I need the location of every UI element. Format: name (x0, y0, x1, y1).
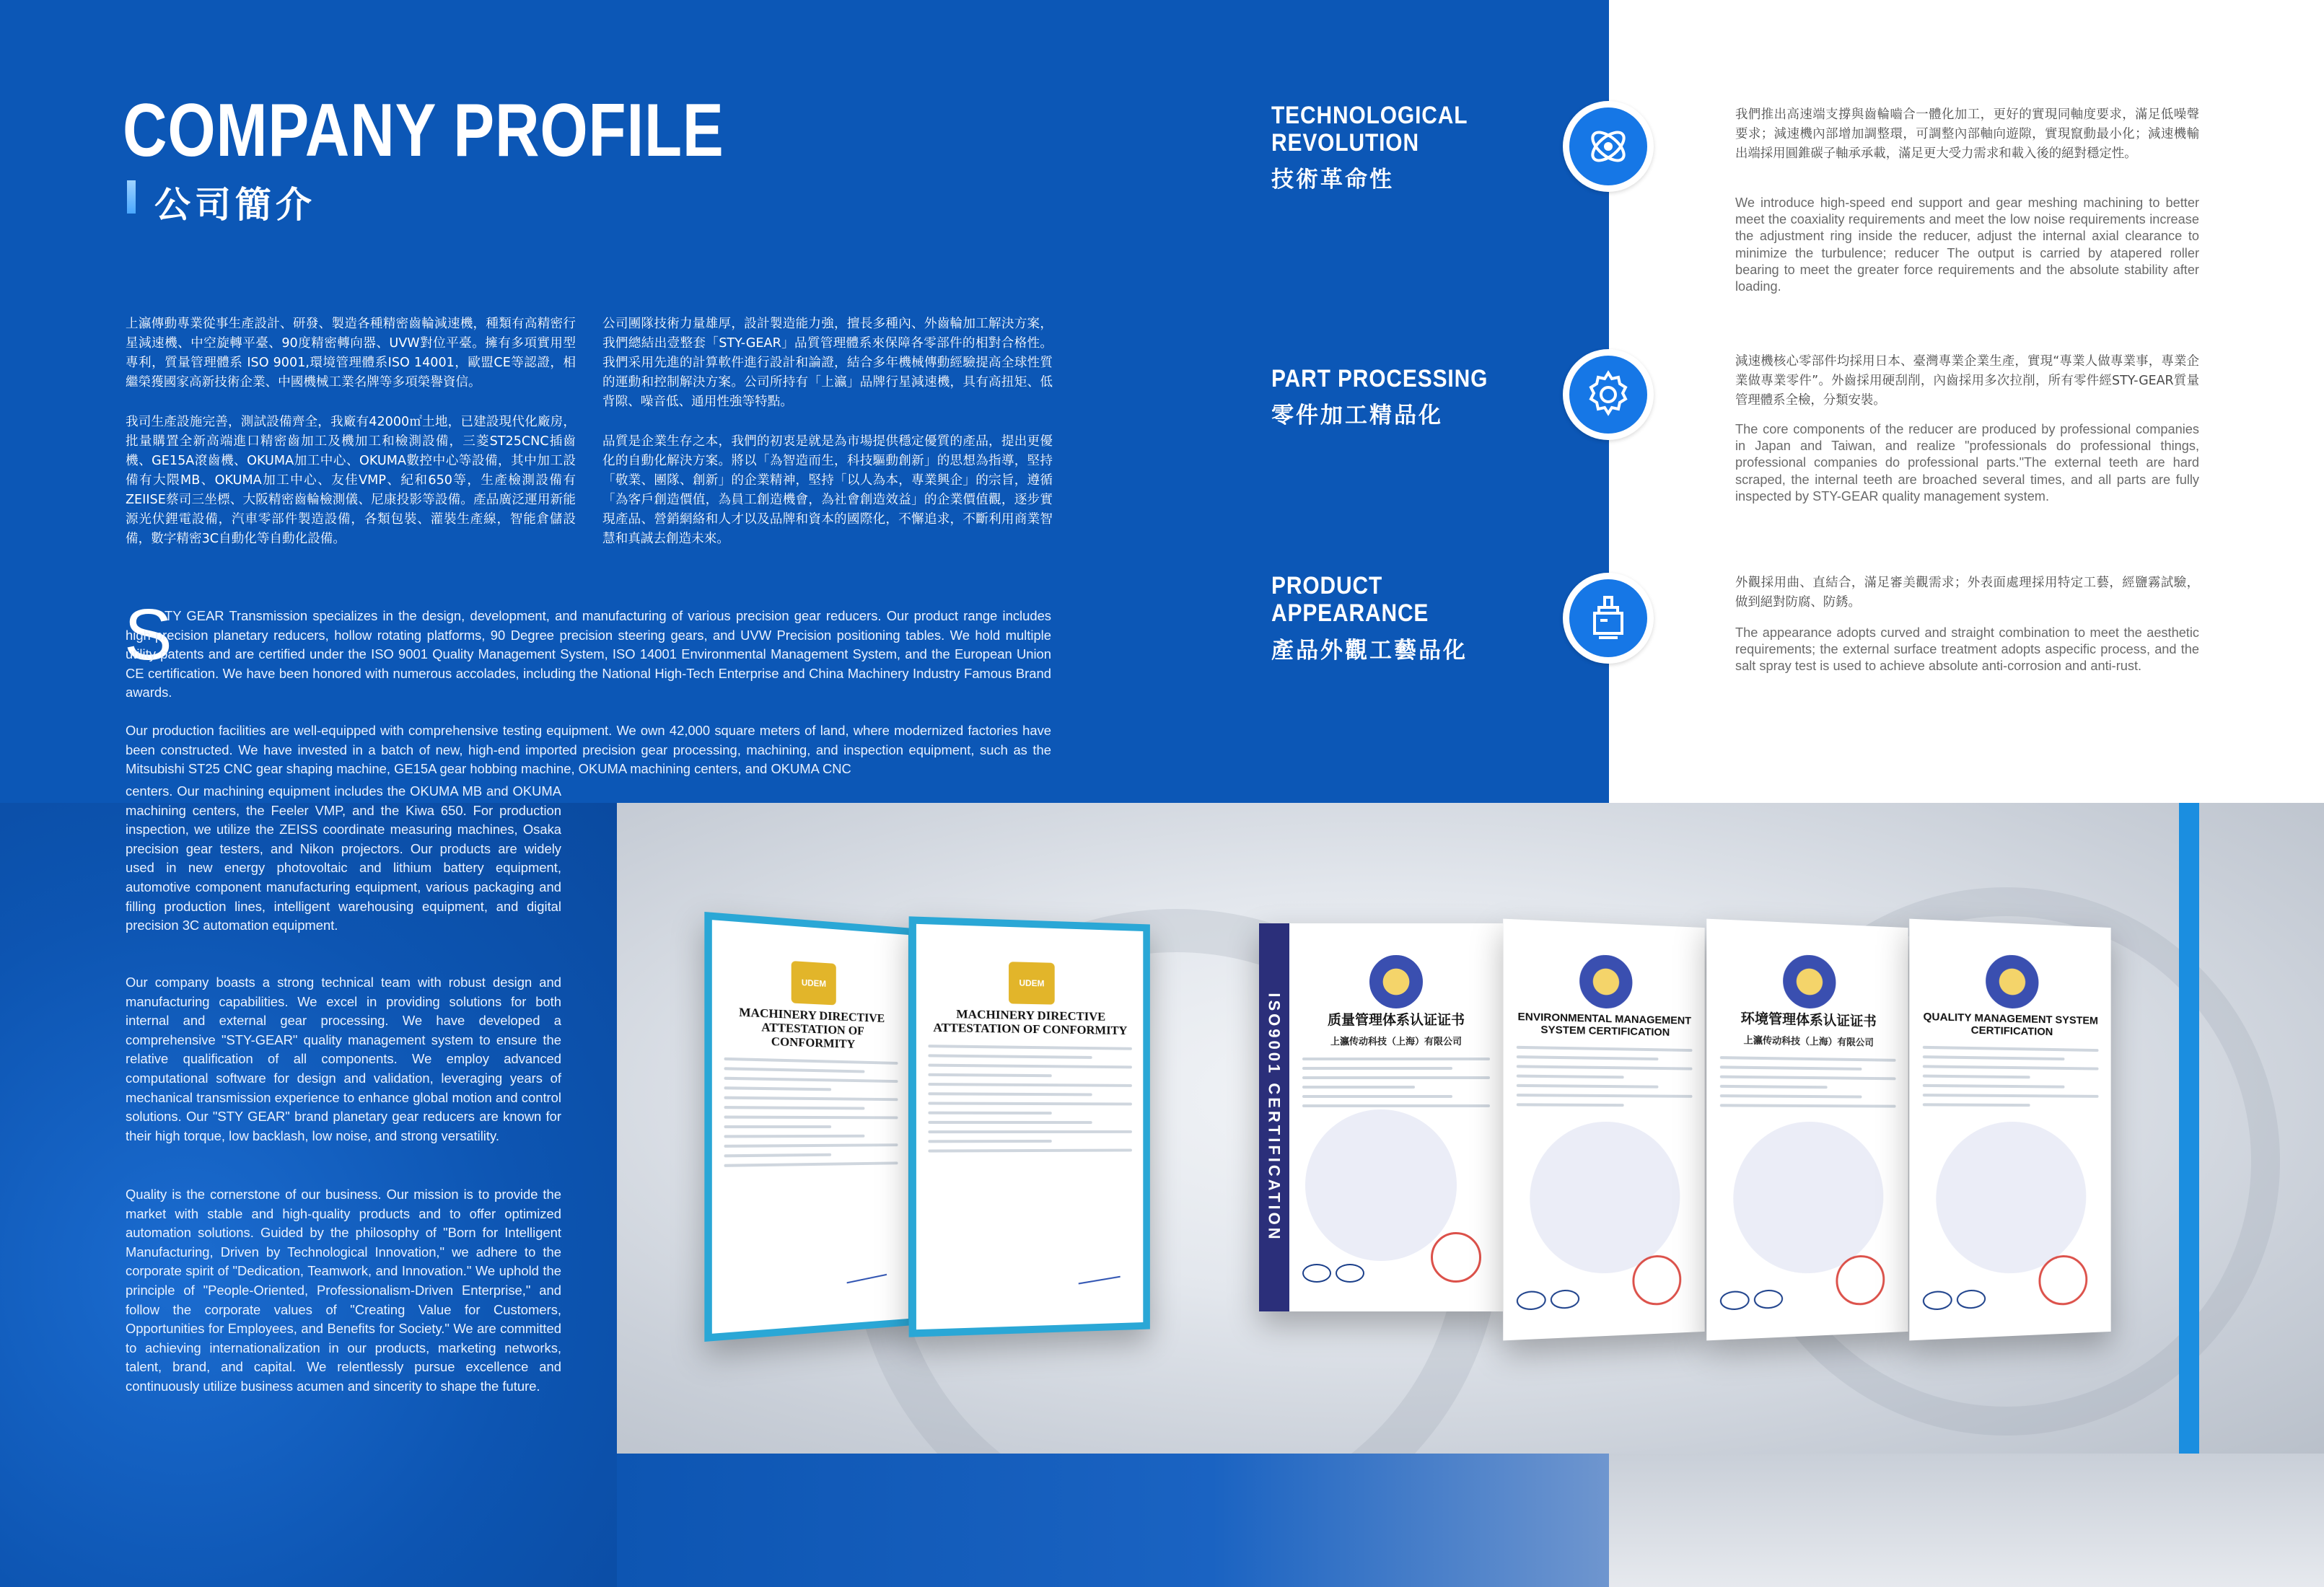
feature-title-line: PRODUCT (1271, 572, 1383, 599)
accreditation-logos (1923, 1289, 1986, 1311)
certificate-heading: MACHINERY DIRECTIVE ATTESTATION OF CONFORMITY (933, 1006, 1128, 1037)
certificate-body (1517, 1046, 1693, 1107)
intro-en-paragraph: centers. Our machining equipment includes the OKUMA MB and OKUMA machining centers, the Feeler VMP, and the Kiwa 650. For production inspection, we utilize the ZEISS coordinate measuring machines, Osaka precision gear testers, and Nikon projectors. Our products are widely used in new energy photovoltaic and lithium battery equipment, automotive component manufacturing equipment, various packaging and filling production lines, intelligent warehousing equipment, and digital precision 3C automation equipment. (126, 783, 561, 933)
certification-emblem (1783, 954, 1836, 1009)
watermark-seal (1936, 1121, 2086, 1275)
blue-panel-bottom (617, 1454, 1609, 1587)
certificate-heading: QUALITY MANAGEMENT SYSTEM CERTIFICATION (1923, 1010, 2098, 1039)
intro-en-paragraph: TY GEAR Transmission specializes in the design, development, and manufacturing of various precision gear reducers. Our product range includes high-precision planetary reducers, hollow rotating platforms, 90 Degree precision steering gears, and UVW Precision positioning tables. We hold multiple utility patents and are certified under the ISO 9001 Quality Management System, ISO 14001 Environmental Management System, and the European Union CE certification. We have been honored with numerous accolades, including the National High-Tech Enterprise and China Machinery Industry Famous Brand awards. (126, 608, 1051, 700)
certificate-heading: MACHINERY DIRECTIVE ATTESTATION OF CONFORMITY (739, 1005, 885, 1051)
watermark-seal (1733, 1121, 1883, 1275)
certificate-body (724, 1058, 898, 1167)
feature-title-zh: 產品外觀工藝品化 (1271, 638, 1468, 664)
certification-emblem (1986, 954, 2038, 1009)
iso-environmental-certificate-zh (1706, 919, 1908, 1341)
orbit-icon (1563, 101, 1654, 192)
orbit-icon-glyph (1583, 121, 1634, 172)
machinery-photo-background-lower (1609, 1454, 2324, 1587)
certificate-body (1923, 1046, 2099, 1107)
feature-title-line: APPEARANCE (1271, 599, 1429, 627)
feature-title-en (1271, 572, 1429, 627)
feature-title-zh: 技術革命性 (1271, 167, 1394, 193)
feature-title-en (1271, 102, 1468, 157)
accreditation-logos (1720, 1289, 1783, 1311)
certificate-heading: ENVIRONMENTAL MANAGEMENT SYSTEM CERTIFICATION (1517, 1010, 1691, 1039)
feature-desc-zh: 外觀採用曲、直結合，滿足審美觀需求；外表面處理採用特定工藝，經鹽霧試驗，做到絕對防腐、防銹。 (1735, 576, 2199, 610)
udem-logo: UDEM (1009, 962, 1055, 1004)
intro-en-paragraph: Quality is the cornerstone of our business. Our mission is to provide the market with stable and high-quality products and to offer optimized automation solutions. Guided by the philosophy of "Born for Intelligent Manufacturing, Driven by Technological Innovation," we adhere to the corporate spirit of "Dedication, Teamwork, and Innovation." We uphold the principle of "People-Oriented, Professionalism-Driven Enterprise," and follow the corporate values of "Creating Value for Customers, Opportunities for Employees, and Benefits for Society." We are committed to achieving internationalization in our products, marketing networks, talent, brand, and capital. We relentlessly pursue excellence and continuously utilize business acumen and sincerity to shape the future. (126, 1187, 561, 1394)
certificate-body (928, 1045, 1132, 1152)
feature-title-line: REVOLUTION (1271, 129, 1419, 157)
accent-stripe (2179, 803, 2199, 1454)
page-subtitle-zh: 公司簡介 (154, 184, 316, 226)
reducer-icon-glyph (1583, 593, 1634, 643)
red-seal (1632, 1254, 1681, 1306)
signature (845, 1260, 887, 1284)
gear-icon (1563, 349, 1654, 440)
drop-cap: S (124, 594, 172, 675)
feature-title-zh: 零件加工精品化 (1271, 403, 1443, 428)
certification-emblem (1579, 954, 1632, 1009)
red-seal (1836, 1254, 1885, 1306)
feature-title-line: PART PROCESSING (1271, 365, 1488, 392)
certification-emblem (1369, 955, 1423, 1008)
red-seal (2038, 1254, 2087, 1306)
intro-zh-paragraph: 上瀛傳動專業從事生產設計、研發、製造各種精密齒輪減速機，種類有高精密行星減速機、中空旋轉平臺、90度精密轉向器、UVW對位平臺。擁有多項實用型專利，質量管理體系 ISO 9001,環境管理體系ISO 14001，歐盟CE等認證，相繼榮獲國家高新技術企業、中國機械工業名牌等多項榮譽資信。 (126, 317, 576, 390)
iso-strip-label: ISO9001 CERTIFICATION (1266, 993, 1284, 1242)
certificate-heading: 环境管理体系认证证书 (1740, 1010, 1877, 1030)
certificate-body (1720, 1056, 1896, 1108)
gear-icon-glyph (1582, 369, 1634, 421)
page-title: COMPANY PROFILE (123, 89, 724, 172)
ce-certificate (909, 916, 1150, 1337)
certificate-company: 上瀛传动科技（上海）有限公司 (1330, 1037, 1462, 1047)
feature-title-en (1271, 365, 1488, 392)
intro-en-paragraph: Our production facilities are well-equipped with comprehensive testing equipment. We own 42,000 square meters of land, where modernized factories have been constructed. We have invested in a batch of new, high-end imported precision gear processing, machining, and inspection equipment, such as the Mitsubishi ST25 CNC gear shaping machine, GE15A gear hobbing machine, OKUMA machining centers, and OKUMA CNC (126, 723, 1051, 777)
intro-en-paragraph: Our company boasts a strong technical team with robust design and manufacturing capabilities. We excel in providing solutions for both internal and external gear processing. We have developed a comprehensive "STY-GEAR" quality management system to ensure the relative qualification of all components. We employ advanced computational software for design and validation, leveraging years of mechanical transmission experience to enhance global motion and control solutions. Our "STY GEAR" brand planetary gear reducers are known for their high torque, low backlash, low noise, and strong versatility. (126, 975, 561, 1143)
feature-desc-en: The core components of the reducer are produced by professional companies in Japan and Taiwan, and realize "professionals do professional things, professional companies do professional parts."The external teeth are hard scraped, the internal teeth are broached several times, and all parts are fully inspected by STY-GEAR quality management system. (1735, 422, 2199, 504)
iso-certification-strip (1259, 923, 1289, 1311)
accreditation-logos (1302, 1264, 1364, 1283)
watermark-seal (1530, 1121, 1680, 1275)
reducer-icon (1563, 573, 1654, 664)
feature-desc-en: We introduce high-speed end support and gear meshing machining to better meet the coaxiality requirements and meet the low noise requirements increase the adjustment ring inside the reducer, adjust the internal axial clearance to minimize the turbulence; reducer The output is carried by atapered roller bearing to meet the greater force requirements and the absolute stability after loading. (1735, 195, 2199, 294)
certificate-body (1302, 1058, 1490, 1107)
udem-logo: UDEM (792, 961, 836, 1005)
title-accent-bar (127, 180, 136, 214)
iso-quality-certificate-en (1909, 919, 2110, 1341)
iso-quality-certificate (1259, 923, 1503, 1311)
feature-desc-zh: 減速機核心零部件均採用日本、臺灣專業企業生產，實現“專業人做專業事，專業企業做專業零件”。外齒採用硬刮削，內齒採用多次拉削，所有零件經STY-GEAR質量管理體系全檢，分類安裝。 (1735, 354, 2199, 408)
red-seal (1431, 1232, 1481, 1283)
intro-zh-paragraph: 公司團隊技術力量雄厚，設計製造能力強，擅長多種內、外齒輪加工解決方案，我們總結出壹整套「STY-GEAR」品質管理體系來保障各零部件的相對合格性。我們采用先進的計算軟件進行設計和論證，結合多年機械傳動經驗提高全球性質的運動和控制解決方案。公司所持有「上瀛」品牌行星減速機，具有高扭矩、低背隙、噪音低、通用性強等特點。 (602, 317, 1053, 409)
feature-desc-en: The appearance adopts curved and straight combination to meet the aesthetic requirements; the external surface treatment adopts aspecific process, and the salt spray test is used to achieve absolute anti-corrosion and anti-rust. (1735, 625, 2199, 674)
watermark-seal (1305, 1109, 1457, 1261)
iso-environmental-certificate (1503, 919, 1704, 1341)
feature-title-line: TECHNOLOGICAL (1271, 102, 1468, 129)
certificate-heading: 质量管理体系认证证书 (1327, 1012, 1465, 1028)
intro-zh-paragraph: 品質是企業生存之本，我們的初衷是就是為市場提供穩定優質的產品，提出更優化的自動化解決方案。將以「為智造而生，科技驅動創新」的思想為指導，堅持「敬業、團隊、創新」的企業精神，堅持「以人為本，專業興企」的宗旨，遵循「為客戶創造價值，為員工創造機會，為社會創造效益」的企業價值觀，逐步實現產品、營銷網絡和人才以及品牌和資本的國際化，不懈追求，不斷利用商業智慧和真誠去創造未來。 (602, 434, 1053, 546)
accreditation-logos (1517, 1289, 1579, 1311)
feature-desc-zh: 我們推出高速端支撐與齒輪嚙合一體化加工，更好的實現同軸度要求，滿足低噪聲要求；減速機內部增加調整環，可調整內部軸向遊隙，實現竄動最小化；減速機輸出端採用圓錐碳子軸承承載，滿足更大受力需求和載入後的絕對穩定性。 (1735, 107, 2199, 161)
certificate-company: 上瀛传动科技（上海）有限公司 (1743, 1035, 1874, 1049)
intro-zh-paragraph: 我司生產設施完善，測試設備齊全，我廠有42000㎡土地，已建設現代化廠房，批量購置全新高端進口精密齒加工及機加工和檢測設備，三菱ST25CNC插齒機、GE15A滾齒機、OKUMA加工中心、OKUMA數控中心等設備，其中加工設備有大隈MB、OKUMA加工中心、友佳VMP、紀和650等，生產檢測設備有ZEIISE蔡司三坐標、大阪精密齒輪檢測儀、尼康投影等設備。產品廣泛運用新能源光伏鋰電設備，汽車零部件製造設備，各類包裝、灌裝生產線，智能倉儲設備，數字精密3C自動化等自動化設備。 (126, 415, 576, 546)
signature (1077, 1262, 1121, 1284)
ce-certificate (704, 912, 915, 1342)
